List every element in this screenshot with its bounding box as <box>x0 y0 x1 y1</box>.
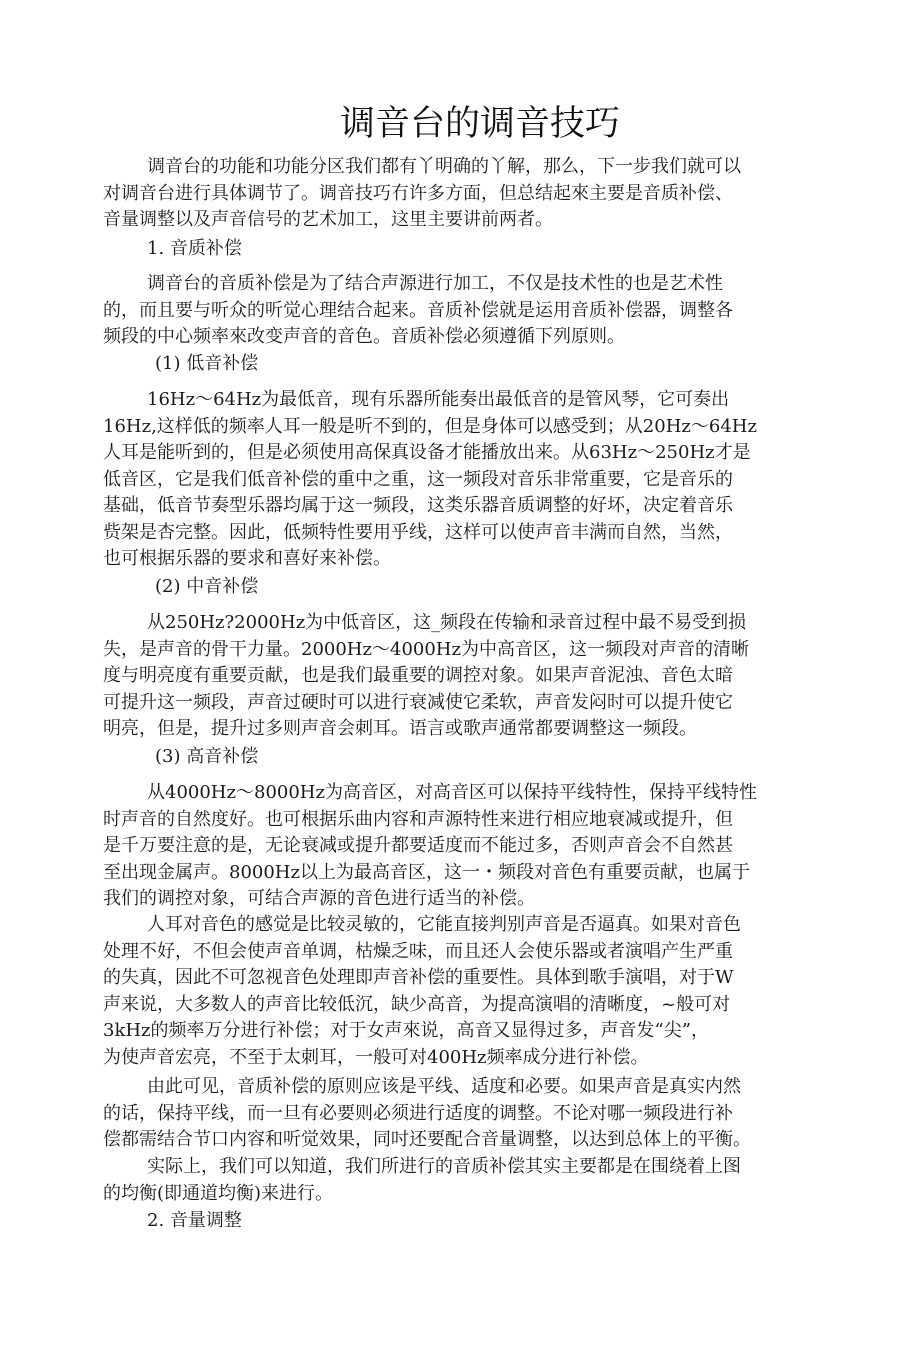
ear-paragraph <box>103 912 823 1071</box>
text-line: 人耳是能听到的，但是必须使用高保真设备才能播放出来。从63Hz～250Hz才是 <box>103 442 751 463</box>
text-line: 的均衡(即通道均衡)来进行。 <box>103 1182 334 1204</box>
text-line: 声来说，大多数人的声音比较低沉，缺少高音，为提高演唱的清晰度，~般可对 <box>103 993 731 1015</box>
text-line: 音量调整以及声音信号的艺术加工，这里主要讲前两者。 <box>103 209 553 230</box>
text-line: 实际上，我们可以知道，我们所进行的音质补偿其实主要都是在围绕着上图 <box>147 1156 741 1177</box>
text-line: 处理不好，不但会使声音单调，枯燥乏味，而且还人会使乐器或者演唱产生严重 <box>103 940 733 962</box>
text-line: 对调音台进行具体调节了。调音技巧冇许多方面，但总结起來主要是音质补偿、 <box>103 182 733 204</box>
text-line: 由此可见，音质补偿的原则应该是平线、适度和必要。如果声音是真实内然 <box>147 1076 741 1097</box>
practice-paragraph <box>103 1154 823 1207</box>
text-line: 的话，保持平线，而一旦有必要则必须进行适度的调整。不论对哪一频段进行补 <box>103 1102 733 1124</box>
text-line: 明亮，但是，提升过多则声音会刺耳。语言或歌声通常都要调整这一频段。 <box>103 718 697 739</box>
low-paragraph <box>103 387 823 573</box>
text-line: 调音台的功能和功能分区我们都有丫明确的丫解，那么，下一步我们就可以 <box>147 156 741 177</box>
text-line: 3kHz的频率万分进行补偿；对于女声來说，高音又显得过多，声音发“尖”， <box>103 1020 709 1041</box>
text-line: 调音台的音质补偿是为了结合声源进行加工，不仅是技术性的也是艺术性 <box>147 273 723 294</box>
intro-paragraph <box>103 154 823 234</box>
text-line: 低音区，它是我们低音补偿的重中之重，这一频段对音乐非常重要，它是音乐的 <box>103 468 733 490</box>
text-line: 人耳对音色的感觉是比较灵敏的，它能直接判别声音是否逼真。如果对音色 <box>147 914 741 935</box>
subheading-low <box>103 351 823 378</box>
text-line: 基础，低音节奏型乐器均属于这一频段，这类乐器音质调整的好坏，决定着音乐 <box>103 495 733 516</box>
text-line: 赀架是杏完整。因此，低频特性要用乎线，这样可以使声音丰满而自然，当然， <box>103 521 733 543</box>
text-line: 至出现金属声。8000Hz以上为最高音区，这一・频段对音色有重要贡献，也属于 <box>103 861 750 883</box>
section-heading-volume <box>103 1208 823 1235</box>
quality-paragraph <box>103 271 823 351</box>
text-line: (1) 低音补偿 <box>155 353 259 374</box>
section-heading-quality <box>103 236 823 263</box>
text-line: 的，而且要与听众的听觉心理结合起来。音质补偿就是运用音质补偿器，调整各 <box>103 299 733 321</box>
mid-paragraph <box>103 610 823 743</box>
text-line: 时声音的自然度好。也可根据乐曲内容和声源特性来进行相应地衰减或提升，但 <box>103 808 733 830</box>
text-line: 16Hz,这样低的频率人耳一般是听不到的，但是身体可以感受到；从20Hz～64Hz <box>103 415 757 437</box>
text-line: 频段的中心频率來改变声音的音色。音质补偿必须遵循下列原则。 <box>103 326 625 347</box>
text-line: 偿都需结合节口内容和听觉效果，同吋还要配合音量调整，以达到总体上的平衡。 <box>103 1129 751 1150</box>
text-line: 为使声音宏亮，不至于太刺耳，一般可对400Hz频率成分进行补偿。 <box>103 1046 649 1068</box>
text-line: 1. 音质补偿 <box>147 238 242 259</box>
text-line: 度与明亮度有重要贡献，也是我们最重要的调控对象。如果声音泥浊、音色太暗 <box>103 665 733 686</box>
subheading-high <box>103 744 823 771</box>
text-line: 的失真，因此不可忽视音色处理即声音补偿的重要性。具体到歌手演唱，对于W <box>103 967 734 988</box>
text-line: 16Hz～64Hz为最低音，现有乐器所能奏出最低音的是管风琴，它可奏出 <box>147 389 730 410</box>
text-line: (2) 中音补偿 <box>155 576 259 597</box>
high-paragraph <box>103 780 823 913</box>
text-line: 从250Hz?2000Hz为中低音区，这_频段在传输和录音过程中最不易受到损 <box>147 612 747 633</box>
text-line: 2. 音量调整 <box>147 1210 242 1231</box>
page-title: 调音台的调音技巧 <box>339 104 620 144</box>
text-line: 可提升这一频段，声音过硬时可以进行衰减使它柔软，声音发闷时可以提升使它 <box>103 691 733 713</box>
text-line: 是千万要注意的是，无论衰减或提升都要适度而不能过多，否则声音会不自然甚 <box>103 835 733 856</box>
text-line: 我们的调控对象，可结合声源的音色进行适当的补偿。 <box>103 888 535 909</box>
subheading-mid <box>103 574 823 601</box>
text-line: 也可根据乐器的要求和喜好来补偿。 <box>103 548 391 569</box>
principle-paragraph <box>103 1074 823 1154</box>
text-line: 失，是声音的骨干力量。2000Hz～4000Hz为中高音区，这一频段对声音的清晰 <box>103 638 749 660</box>
text-line: (3) 高音补偿 <box>155 746 259 767</box>
text-line: 从4000Hz～8000Hz为高音区，对高音区可以保持平线特性，保持平线特性 <box>147 782 757 803</box>
